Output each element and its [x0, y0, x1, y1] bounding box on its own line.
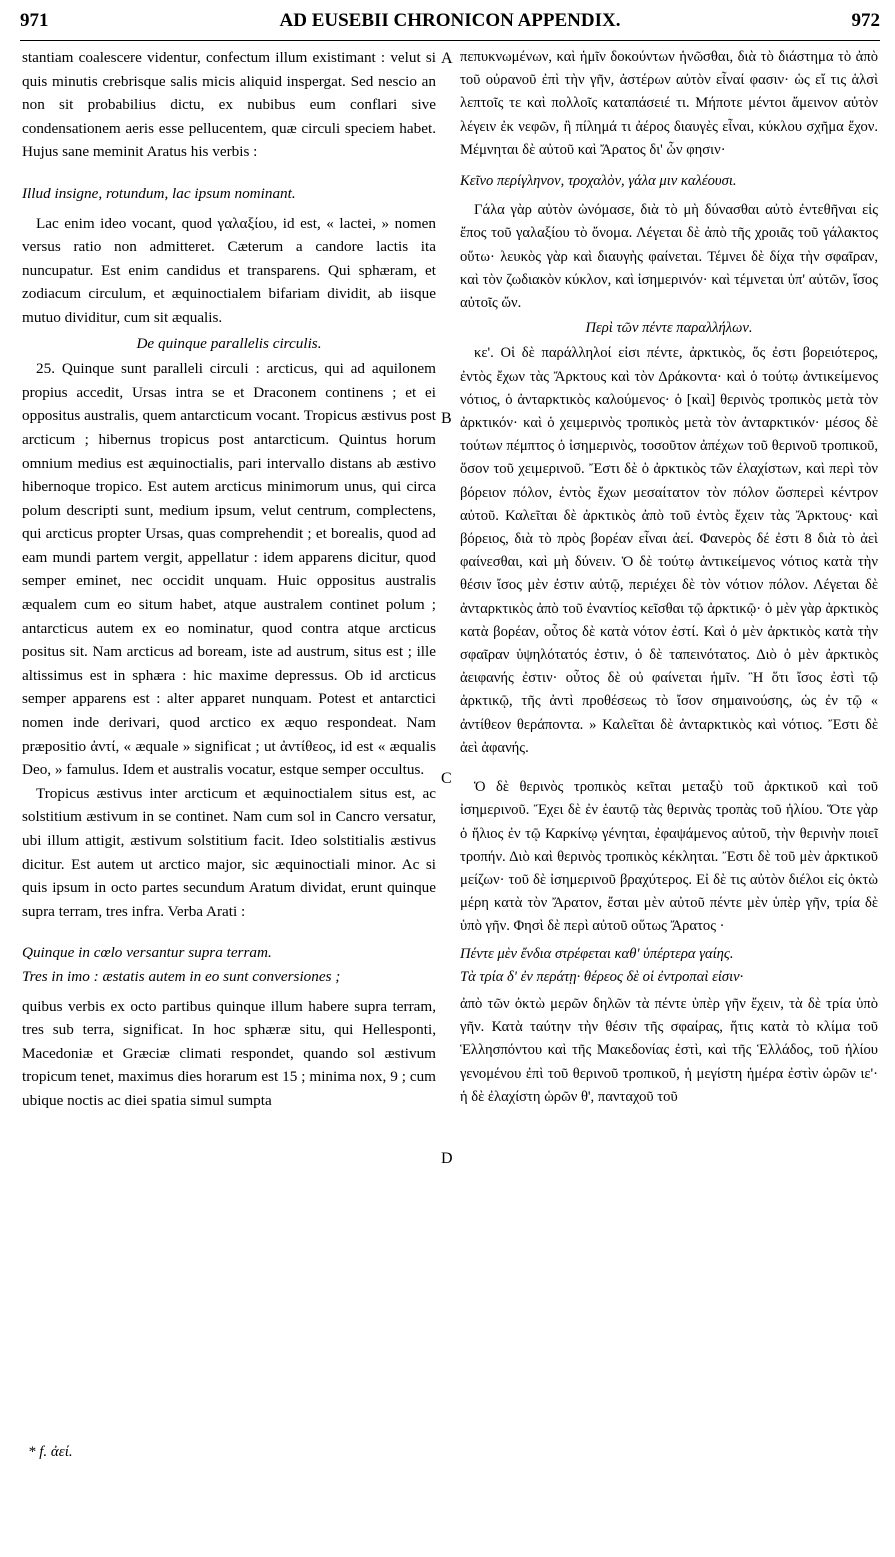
latin-paragraph-final: quibus verbis ex octo partibus quinque illum habere supra terram, tres sub terra, significat. In hoc sphæræ situ, qui Hellesponti, Macedoniæ et Græciæ climati respondet, quando sol æstivum tropicum tenet, maximus dies horarum est 15 ; minima nox, 9 ; cum ubique noctis ac diei spatia simul sumpta — [22, 997, 436, 1109]
greek-paragraph-final: ἀπὸ τῶν ὀκτὼ μερῶν δηλῶν τὰ πέντε ὑπὲρ γῆν ἔχειν, τὰ δὲ τρία ὑπὸ γῆν. Κατὰ ταύτην τὴν θέσιν τῆς σφαίρας, ἥτις κατὰ τὸ κλίμα τοῦ Ἑλλησπόντου καὶ τῆς Μακεδονίας ἐστὶ, καὶ τῆς Ἑλλάδος, τοῦ ἡλίου γενομένου ἐπὶ τοῦ θερινοῦ τροπικοῦ, ἡ μεγίστη ἡμέρα ἐστὶν ὡρῶν ιε'· ἡ δὲ ἐλαχίστη ὡρῶν θ', πανταχοῦ τοῦ — [460, 995, 878, 1105]
latin-verse-milky-way: Illud insigne, rotundum, lac ipsum nominant. — [22, 184, 296, 202]
greek-paragraph-therinos: Ὁ δὲ θερινὸς τροπικὸς κεῖται μεταξὺ τοῦ ἀρκτικοῦ καὶ τοῦ ἰσημερινοῦ. Ἔχει δὲ ἐν ἑαυτῷ τὰς θερινὰς τροπὰς τοῦ ἡλίου. Ὅτε γὰρ ὁ ἥλιος ἐν τῷ Καρκίνῳ γένηται, ἐφαψάμενος αὐτοῦ, τὴν θερινὴν ποιεῖ τροπήν. Διὸ καὶ θερινὸς τροπικὸς κέκληται. Ἔστι δὲ τοῦ μὲν ἀρκτικοῦ μείζων· τοῦ δὲ ἰσημερινοῦ βραχύτερος. Εἰ δὲ τις αὐτὸν διέλοι εἰς ὀκτὼ μέρη κατὰ τὸν Ἄρατον, ἔσται μὲν αὐτοῦ πέντε μὲν ὑπὲρ γῆν, τρία δὲ ὑπὸ γῆν. Φησὶ δὲ περὶ αὐτοῦ οὕτως Ἄρατος · — [460, 779, 878, 935]
header-rule — [20, 40, 880, 41]
margin-marker-a: A — [441, 50, 453, 67]
page-number-left: 971 — [20, 10, 49, 31]
latin-verse-line-2: Tres in imo : æstatis autem in eo sunt conversiones ; — [22, 967, 341, 985]
latin-paragraph-25: 25. Quinque sunt paralleli circuli : arcticus, qui ad aquilonem propius accedit, Ursas intra se et Draconem continens ; et ei oppositus australis, quem antarcticum vocant. Tropicus æstivus post arcticum ; hibernus tropicus post antarcticum. Quintus horum omnium medius est æquinoctialis, pari intervallo distans ab æstivo hibernoque tropico. Est autem arcticus minimorum unus, qui circa polum descripti sunt, medium ipsum, velut centrum, complectens, qui arcticus propter Ursas, quas comprehendit ; et borealis, quod ad eam mundi partem vergit, appellatur : idem apparens dicitur, quod semper eminet, nec occidit unquam. Huic oppositus australis æqualem cum eo situm habet, atque australem continet polum ; antarcticus autem ex eo nominatur, quod contra atque arcticus positus sit. Nam arcticus ad boream, iste ad austrum, situs est ; ille altissimus est in sphæra : hic maxime depressus. Ob id arcticus semper apparens est : alter apparet nunquam. Potest et antarctici nomen inde derivari, quod arctico ex æquo respondeat. Nam præpositio ἀντί, « æquale » significat ; ut ἀντίθεος, id est « æqualis Deo, » famulus. Idem et australis vocatur, estque semper occultus. — [22, 360, 436, 779]
page-number-right: 972 — [851, 10, 880, 31]
greek-verse-line-2: Τὰ τρία δ' ἐν περάτῃ· θέρεος δὲ οἱ ἐντροπαὶ εἰσιν· — [460, 968, 744, 985]
greek-paragraph-intro: πεπυκνωμένων, καὶ ἡμῖν δοκούντων ἡνῶσθαι, διὰ τὸ διάστημα τὸ ἀπὸ τοῦ οὐρανοῦ ἐπὶ τὴν γῆν, ἀστέρων αὐτὸν εἶναί φασιν· ὡς εἴ τις ἁλσὶ λεπτοῖς τε καὶ πολλοῖς καταπάσειέ τι. Μήποτε μέντοι ἄμεινον αὐτὸν λέγειν ἐκ νεφῶν, ἢ πίλημά τι ἀέρος διαυγὲς εἶναι, κύκλου σχῆμα ἔχον. Μέμνηται δὲ αὐτοῦ καὶ Ἄρατος δι' ὧν φησιν· — [460, 49, 878, 158]
margin-marker-c: C — [441, 770, 452, 787]
latin-section-heading: De quinque parallelis circulis. — [136, 334, 322, 352]
greek-paragraph-gala: Γάλα γὰρ αὐτὸν ὠνόμασε, διὰ τὸ μὴ δύνασθαι αὐτὸ ἐντεθῆναι εἰς ἔπος τοῦ γαλαξίου τὸ ὄνομα. Λέγεται δὲ ἀπὸ τῆς χροιᾶς τοῦ γάλακτος οὕτω· λευκὸς γὰρ καὶ διαυγὴς φαίνεται. Τέμνει δὲ δίχα τὴν σφαῖραν, καὶ τὸν ζωδιακὸν κύκλον, καὶ ἰσημερινόν· καὶ τέμνεται ὑπ' αὐτῶν, ἴσος αὐτοῖς ὤν. — [460, 202, 878, 312]
running-header — [20, 10, 880, 36]
greek-verse-line-1: Πέντε μὲν ἔνδια στρέφεται καθ' ὑπέρτερα γαίης. — [460, 945, 734, 962]
latin-paragraph-tropicus: Tropicus æstivus inter arcticum et æquinoctialem situs est, ac solstitium æstivum in se continet. Nam cum sol in Cancro versatur, ubi illum attigit, æstivum solstitium facit. Ideo solstitialis æstivus dicitur. Est autem ut arctico major, sic æquinoctiali minor. Ac si quis ipsum in octo partes secundum Aratum dividat, erunt quinque supra terram, tres infra. Verba Arati : — [22, 784, 436, 920]
running-title: AD EUSEBII CHRONICON APPENDIX. — [279, 10, 621, 31]
greek-paragraph-gap — [460, 760, 878, 776]
greek-column — [460, 46, 878, 1109]
margin-marker-b: B — [441, 410, 452, 427]
latin-column — [22, 46, 436, 1113]
greek-paragraph-25: κε'. Οἱ δὲ παράλληλοί εἰσι πέντε, ἀρκτικὸς, ὅς ἐστι βορειότερος, ἐντὸς ἔχων τὰς Ἄρκτους καὶ τὸν Δράκοντα· καὶ ὁ τούτῳ ἀντικείμενος νότιος, ὁ ἀνταρκτικὸς καλούμενος· ὁ [καὶ] θερινὸς τροπικὸς μετὰ τὸν ἀρκτικόν· καὶ ὁ χειμερινὸς τροπικὸς μετὰ τὸν ἀνταρκτικόν· μέσος δὲ τούτων πέμπτος ὁ ἰσημερινὸς, τοσοῦτον ἀπέχων τοῦ θερινοῦ τροπικοῦ, ὅσον τοῦ χειμερινοῦ. Ἔστι δὲ ὁ ἀρκτικὸς τῶν ἐλαχίστων, καὶ περὶ τὸν βόρειον πόλον, ἐντὸς ἔχων μεσαίτατον τὸν πόλον ὥσπερεὶ κέντρον αὐτοῦ. Καλεῖται δὲ ἀρκτικὸς ἀπὸ τοῦ ἐντὸς ἔχειν τὰς Ἄρκτους· καὶ βόρειος, διὰ τὸ πρὸς βορέαν εἶναι ἀεί. Φανερὸς δέ ἐστι 8 διὰ τὸ ἀεὶ φαίνεσθαι, καὶ μὴ δύνειν. Ὁ δὲ τούτῳ ἀντικείμενος νότιος κατὰ τὴν θέσιν ἴσος μὲν ἐστιν αὐτῷ, περιέχει δὲ τὸν νότιον πόλον. Λέγεται δὲ ἀνταρκτικὸς ἀπὸ τοῦ ἐναντίος κεῖσθαι τῷ ἀρκτικῷ· ὁ μὲν γὰρ ἀρκτικὸς κατὰ βορέαν, οὗτος δὲ κατὰ νότον ἐστί. Καὶ ὁ μὲν ἀρκτικὸς κατὰ τὴν σφαῖραν ὑψηλότατός ἐστιν, ὁ δὲ ταπεινότατος. Διὸ ὁ μὲν ἀρκτικὸς ἀειφανής ἐστιν· οὗτος δὲ οὐ φαίνεται ἡμῖν. Ἢ ὅτι ἴσος ἐστὶ τῷ ἀρκτικῷ, τῆς ἀντὶ προθέσεως τὸ ἴσον σημαινούσης, ὡς ἐν τῷ « ἀντίθεον θεράποντα. » Καλεῖται δὲ ἀνταρκτικὸς καὶ νότιος. Ἔστι δὲ ἀεὶ ἀφανής. — [460, 345, 878, 756]
latin-paragraph-intro: stantiam coalescere videntur, confectum illum existimant : velut si quis minutis crebrisque salis micis aliquid inspergat. Sed nescio an non sit probabilius dictu, ex nubibus eum conflari sive condensationem aeris esse pellucentem, quæ circuli speciem habet. Hujus sane meminit Aratus his verbis : — [22, 49, 436, 161]
greek-verse-milky-way: Κεῖνο περίγληνον, τροχαλὸν, γάλα μιν καλέουσι. — [460, 173, 737, 190]
latin-paragraph-lac: Lac enim ideo vocant, quod γαλαξίου, id est, « lactei, » nomen versus ratio non admitteret. Cæterum a candore lactis ita nuncupatur. Est enim candidus et transparens. Qui sphæram, et zodiacum circulum, et æquinoctialem bifariam dividit, ab iisque mutuo dividitur, cum sit æqualis. — [22, 214, 436, 326]
greek-section-heading: Περὶ τῶν πέντε παραλλήλων. — [585, 320, 753, 337]
latin-verse-line-1: Quinque in cœlo versantur supra terram. — [22, 944, 272, 962]
footnote: * f. ἀεί. — [28, 1444, 73, 1460]
margin-marker-d: D — [441, 1150, 453, 1167]
